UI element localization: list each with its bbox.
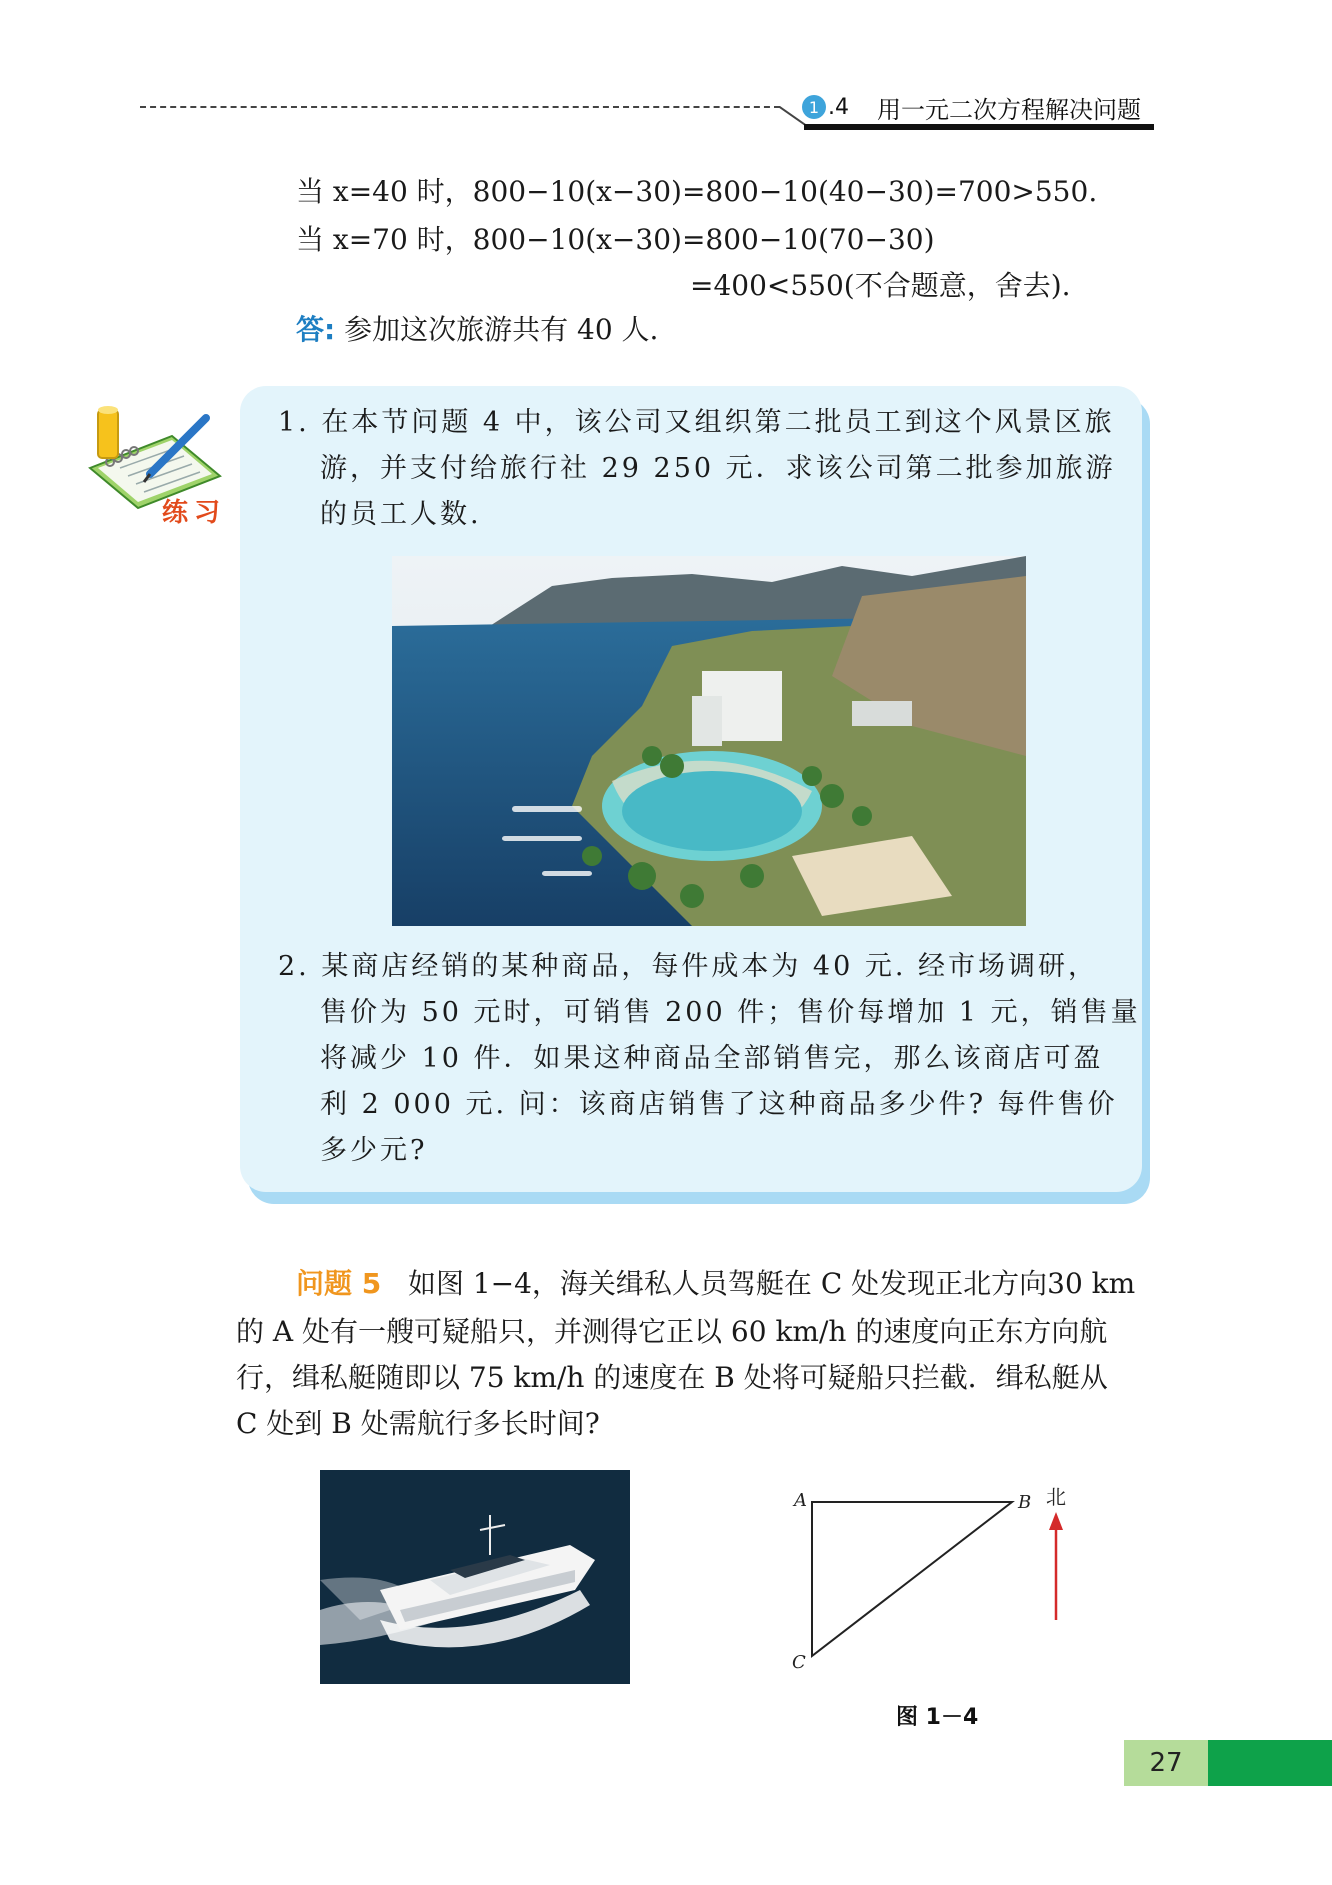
- problem5-line-1: [296, 1264, 1135, 1304]
- exercise-2-line-5: 多少元?: [320, 1135, 428, 1166]
- practice-label: 练习: [162, 498, 227, 528]
- resort-photo: [392, 556, 1026, 926]
- answer-line: [296, 310, 658, 350]
- point-c-label: C: [792, 1652, 806, 1673]
- exercise-1-line-3: 的员工人数.: [320, 499, 482, 530]
- section-title: 用一元二次方程解决问题: [877, 95, 1141, 124]
- solution-line-3: =400<550(不合题意，舍去).: [690, 269, 1071, 302]
- exercise-2-line-3: 将减少 10 件．如果这种商品全部销售完，那么该商店可盈: [320, 1043, 1104, 1074]
- problem5-label: 问题 5: [296, 1267, 382, 1300]
- exercise-2-line-4: 利 2 000 元. 问：该商店销售了这种商品多少件? 每件售价: [320, 1089, 1118, 1120]
- exercise-2-line-1: 2. 某商店经销的某种商品，每件成本为 40 元. 经市场调研，: [278, 951, 1099, 982]
- answer-text: 参加这次旅游共有 40 人.: [344, 313, 659, 346]
- running-header: [802, 92, 1141, 122]
- answer-label: 答:: [296, 313, 336, 346]
- header-dashed-rule: [140, 106, 780, 108]
- problem5-line-2: 的 A 处有一艘可疑船只，并测得它正以 60 km/h 的速度向正东方向航: [236, 1315, 1108, 1348]
- point-b-label: B: [1018, 1492, 1032, 1513]
- north-label: 北: [1046, 1485, 1066, 1509]
- page-number: 27: [1124, 1740, 1208, 1786]
- problem5-line-3: 行，缉私艇随即以 75 km/h 的速度在 B 处将可疑船只拦截．缉私艇从: [236, 1361, 1108, 1394]
- north-arrow-head: [1049, 1512, 1063, 1530]
- boat-photo: [320, 1470, 630, 1684]
- page-number-bar: [1208, 1740, 1332, 1786]
- solution-line-1: 当 x=40 时，800−10(x−30)=800−10(40−30)=700>550.: [296, 175, 1098, 208]
- section-number-suffix: .4: [828, 94, 849, 120]
- section-number-badge: 1: [802, 95, 826, 119]
- triangle-diagram: [780, 1480, 1080, 1680]
- solution-line-2: 当 x=70 时，800−10(x−30)=800−10(70−30): [296, 223, 935, 256]
- problem5-text-1: 如图 1−4，海关缉私人员驾艇在 C 处发现正北方向30 km: [407, 1267, 1136, 1300]
- header-underline: [804, 124, 1154, 130]
- exercise-2-line-2: 售价为 50 元时，可销售 200 件；售价每增加 1 元，销售量: [320, 997, 1141, 1028]
- point-a-label: A: [794, 1490, 807, 1511]
- exercise-1-line-1: 1. 在本节问题 4 中，该公司又组织第二批员工到这个风景区旅: [278, 407, 1115, 438]
- exercise-1-line-2: 游，并支付给旅行社 29 250 元．求该公司第二批参加旅游: [320, 453, 1116, 484]
- figure-caption: 图 1－4: [896, 1705, 979, 1730]
- problem5-line-4: C 处到 B 处需航行多长时间?: [236, 1407, 600, 1440]
